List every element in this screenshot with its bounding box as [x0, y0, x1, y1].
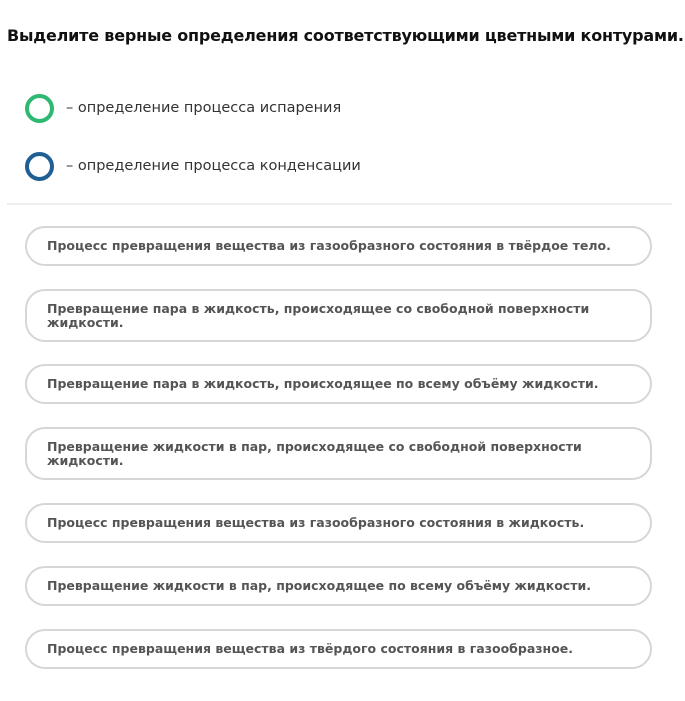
option-6[interactable] [25, 566, 652, 606]
legend-evaporation-label: – определение процесса испарения [66, 100, 342, 116]
option-3[interactable] [25, 364, 652, 404]
option-2[interactable] [25, 289, 652, 342]
option-1-text: Процесс превращения вещества из газообразного состояния в твёрдое тело. [47, 238, 611, 253]
option-4[interactable] [25, 427, 652, 480]
option-3-text: Превращение пара в жидкость, происходящее по всему объёму жидкости. [47, 376, 599, 391]
legend-condensation [25, 148, 361, 184]
green-circle-icon [25, 94, 54, 123]
option-2-text: Превращение пара в жидкость, происходящее со свободной поверхности жидкости. [47, 300, 590, 330]
option-4-text: Превращение жидкости в пар, происходящее со свободной поверхности жидкости. [47, 438, 582, 468]
option-5-text: Процесс превращения вещества из газообразного состояния в жидкость. [47, 515, 585, 530]
divider [7, 203, 672, 205]
blue-circle-icon [25, 152, 54, 181]
legend-evaporation [25, 90, 341, 126]
option-1[interactable] [25, 226, 652, 266]
option-6-text: Превращение жидкости в пар, происходящее по всему объёму жидкости. [47, 578, 591, 593]
option-7[interactable] [25, 629, 652, 669]
legend-condensation-label: – определение процесса конденсации [66, 158, 361, 174]
option-7-text: Процесс превращения вещества из твёрдого состояния в газообразное. [47, 641, 574, 656]
option-5[interactable] [25, 503, 652, 543]
task-title: Выделите верные определения соответствующими цветными контурами. [7, 26, 684, 45]
